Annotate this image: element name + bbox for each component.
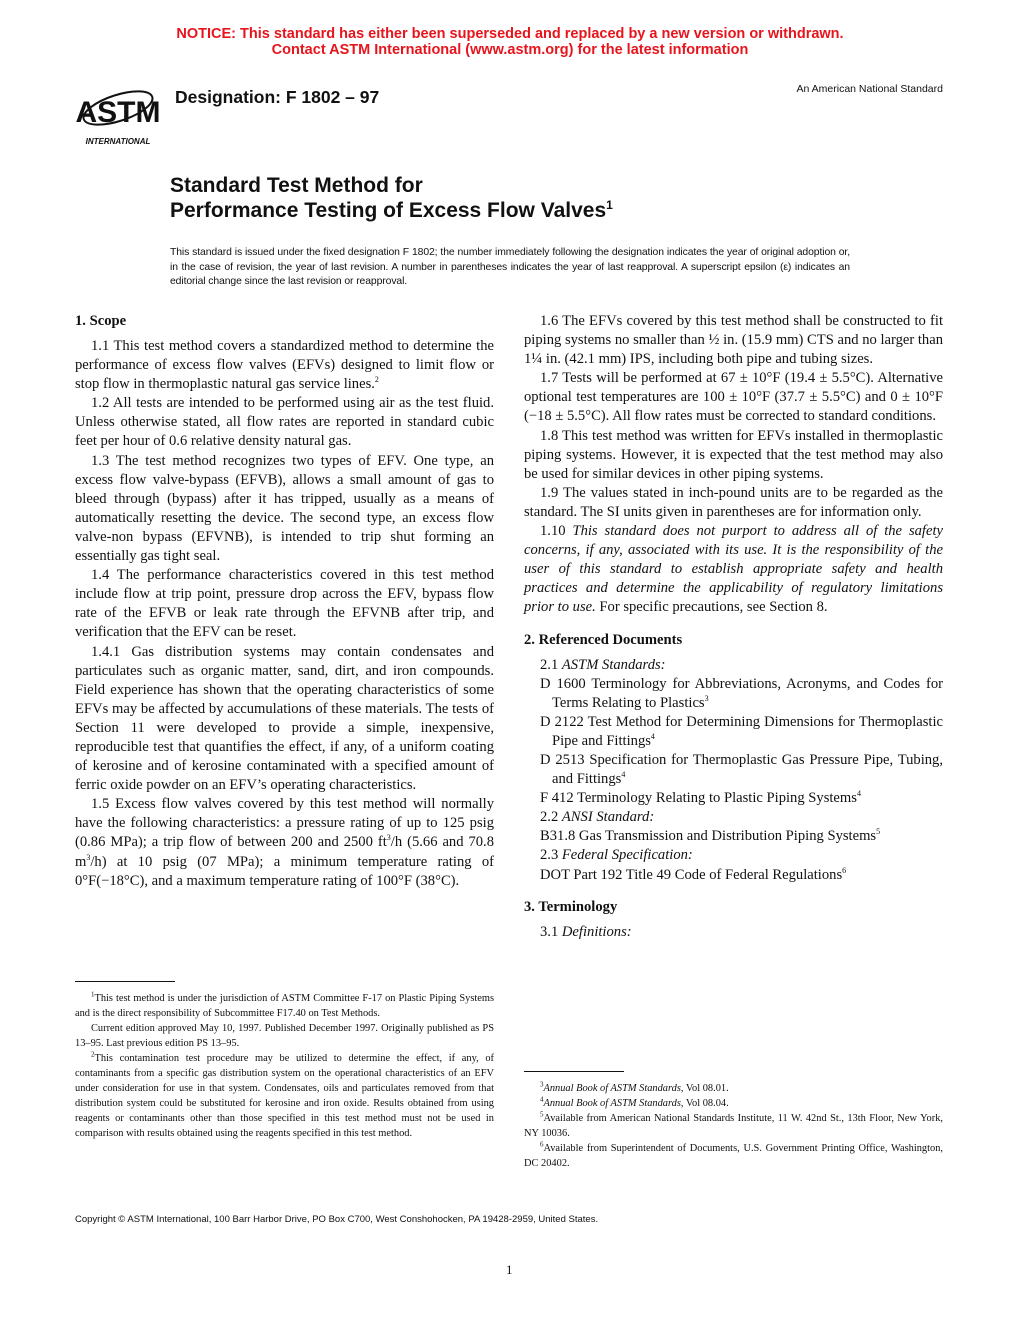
- text-run: , Vol 08.01.: [680, 1083, 729, 1094]
- paragraph: [75, 643, 494, 796]
- paragraph: [524, 484, 943, 522]
- footnote-divider: [524, 1071, 624, 1072]
- paragraph: [75, 566, 494, 642]
- paragraph: [524, 846, 943, 865]
- text-run: Annual Book of ASTM Standards: [543, 1098, 681, 1109]
- footnote-ref: 6: [540, 1140, 544, 1149]
- text-run: 2.2: [540, 809, 562, 826]
- text-run: For specific precautions, see Section 8.: [595, 599, 828, 616]
- text-run: 1.10: [540, 523, 573, 540]
- footnote-ref: 1: [91, 990, 95, 999]
- text-run: Available from Superintendent of Documents, U.S. Government Printing Office, Washington, DC 20402.: [524, 1143, 943, 1169]
- reference-item: [524, 675, 943, 713]
- footnote: [75, 1021, 494, 1051]
- section-heading: 3. Terminology: [524, 898, 618, 915]
- astm-logo-icon: [76, 78, 160, 146]
- text-run: D 2513 Specification for Thermoplastic Gas Pressure Pipe, Tubing, and Fittings: [540, 751, 943, 788]
- text-run: 1.4.1 Gas distribution systems may contain condensates and particulates such as organic matter, sand, dirt, and iron compounds. Field experience has shown that the operating characteristics of some EFVs may be affected by accumulations of these materials. The tests of Section 11 were developed to provide a simple, inexpensive, reproducible test that quantifies the effect, if any, of a uniform coating of kerosine and of kerosine contaminated with a specified amount of ferric oxide powder on an EFV’s operating characteristics.: [75, 643, 494, 794]
- paragraph: [524, 923, 943, 942]
- text-run: 1.9 The values stated in inch-pound units are to be regarded as the standard. The SI units given in parentheses are for information only.: [524, 484, 943, 520]
- footnote-ref: 2: [374, 375, 379, 385]
- paragraph: [75, 452, 494, 567]
- footnote-ref: 4: [650, 732, 655, 742]
- text-run: D 2122 Test Method for Determining Dimensions for Thermoplastic Pipe and Fittings: [540, 713, 943, 749]
- paragraph: [75, 795, 494, 890]
- footnote-ref: 3: [540, 1080, 544, 1089]
- text-run: 2.1: [540, 656, 562, 673]
- footnote-ref: 2: [91, 1050, 95, 1059]
- footnote: [75, 1051, 494, 1141]
- text-run: Federal Specification:: [561, 847, 693, 864]
- copyright-notice: Copyright © ASTM International, 100 Barr Harbor Drive, PO Box C700, West Conshohocken, PA 19428-2959, United States.: [75, 1214, 599, 1225]
- designation: Designation: F 1802 – 97: [175, 87, 380, 107]
- section-heading: 2. Referenced Documents: [524, 631, 683, 648]
- footnote-ref: 4: [540, 1095, 544, 1104]
- footnote-ref: 5: [876, 827, 881, 837]
- text-run: This contamination test procedure may be utilized to determine the effect, if any, of contaminants from a specific gas distribution system on the operational characteristics of an EFV under consideration for use in that system. Condensates, oils and particulates removed from that distribution system could be substituted for kerosine and iron oxide. Results obtained from using reagents or contaminants other than those specified in this test method must not be used in comparison with results obtained using the reagents specified in this test method.: [75, 1053, 494, 1139]
- reference-item: [524, 866, 943, 885]
- supersession-notice: [0, 26, 1020, 58]
- document-title: [170, 173, 613, 223]
- text-run: 2.3: [540, 847, 562, 864]
- notice-line-2: Contact ASTM International (www.astm.org) for the latest information: [271, 42, 749, 58]
- text-run: B31.8 Gas Transmission and Distribution Piping Systems: [540, 828, 877, 845]
- text-run: This test method is under the jurisdiction of ASTM Committee F-17 on Plastic Piping Systems and is the direct responsibility of Subcommittee F17.40 on Test Methods.: [75, 993, 494, 1019]
- footnote-ref: 5: [540, 1110, 544, 1119]
- text-run: Annual Book of ASTM Standards: [543, 1083, 681, 1094]
- text-run: 1.3 The test method recognizes two types of EFV. One type, an excess flow valve-bypass (EFVB), allows a small amount of gas to bleed through (bypass) after it has tripped, usually as a means of automatically resetting the device. The second type, an excess flow valve-non bypass (EFVNB), is intended to trip shut forming an essentially gas tight seal.: [75, 452, 494, 565]
- notice-line-1: NOTICE: This standard has either been superseded and replaced by a new version or withdrawn.: [176, 26, 844, 42]
- footnote-ref: 6: [842, 865, 847, 875]
- reference-item: [524, 751, 943, 789]
- paragraph: [75, 394, 494, 451]
- left-column: [75, 312, 494, 891]
- american-national-standard-label: An American National Standard: [796, 83, 943, 95]
- right-footnotes: [524, 1081, 943, 1171]
- text-run: DOT Part 192 Title 49 Code of Federal Regulations: [540, 866, 843, 883]
- footnote-ref: 3: [86, 852, 91, 862]
- text-run: Current edition approved May 10, 1997. Published December 1997. Originally published as PS 13–95. Last previous edition PS 13–95.: [75, 1023, 494, 1049]
- text-run: F 412 Terminology Relating to Plastic Piping Systems: [540, 790, 857, 807]
- footnote: [524, 1081, 943, 1096]
- text-run: Definitions:: [561, 923, 632, 940]
- footnote-ref: 4: [856, 789, 861, 799]
- text-run: ASTM Standards:: [561, 656, 666, 673]
- text-run: 1.8 This test method was written for EFVs installed in thermoplastic piping systems. However, it is expected that the test method may also be used for similar devices in other piping systems.: [524, 427, 943, 482]
- issuance-note: This standard is issued under the fixed designation F 1802; the number immediately following the designation indicates the year of original adoption or, in the case of revision, the year of last revision. A number in parentheses indicates the year of last reapproval. A superscript epsilon (ε) indicates an editorial change since the last revision or reapproval.: [170, 247, 850, 288]
- footnote-ref: 3: [386, 833, 391, 843]
- paragraph: [75, 337, 494, 394]
- paragraph: [524, 312, 943, 369]
- left-footnotes: [75, 991, 494, 1141]
- paragraph: [524, 522, 943, 617]
- svg-text:ASTM: ASTM: [76, 96, 160, 129]
- footnote-ref: 4: [621, 770, 626, 780]
- reference-item: [524, 789, 943, 808]
- footnote-divider: [75, 981, 175, 982]
- text-run: Available from American National Standards Institute, 11 W. 42nd St., 13th Floor, New York, NY 10036.: [524, 1113, 943, 1139]
- text-run: 1.5 Excess flow valves covered by this test method will normally have the following characteristics: a pressure rating of up to 125 psig (0.86 MPa); a trip flow of between 200 and 2500 ft: [75, 796, 494, 851]
- footnote: [75, 991, 494, 1021]
- text-run: /h (5.66 and 70.8 m: [75, 834, 495, 870]
- text-run: 1.7 Tests will be performed at 67 ± 10°F (19.4 ± 5.5°C). Alternative optional test temperatures are 100 ± 10°F (37.7 ± 5.5°C) and 0 ± 10°F (−18 ± 5.5°C). All flow rates must be corrected to standard conditions.: [524, 370, 943, 425]
- text-run: 1.4 The performance characteristics covered in this test method include flow at trip point, pressure drop across the EFV, bypass flow rate of the EFVB or leak rate through the EFVNB after trip, and verification that the EFV can be reset.: [75, 567, 494, 641]
- page-number: 1: [506, 1262, 513, 1277]
- footnote: [524, 1096, 943, 1111]
- title-footnote-mark: 1: [606, 198, 613, 212]
- text-run: This standard does not purport to address all of the safety concerns, if any, associated with its use. It is the responsibility of the user of this standard to establish appropriate safety and health practices and determine the applicability of regulatory limitations prior to use.: [524, 523, 943, 616]
- text-run: D 1600 Terminology for Abbreviations, Acronyms, and Codes for Terms Relating to Plastics: [540, 675, 943, 711]
- footnote-ref: 3: [704, 693, 709, 703]
- paragraph: [524, 808, 943, 827]
- text-run: , Vol 08.04.: [680, 1098, 729, 1109]
- reference-item: [524, 827, 943, 846]
- text-run: 3.1: [540, 923, 562, 940]
- footnote: [524, 1111, 943, 1141]
- title-line-1: Standard Test Method for: [170, 174, 423, 197]
- text-run: 1.6 The EFVs covered by this test method shall be constructed to fit piping systems no smaller than ½ in. (15.9 mm) CTS and no larger than 1¼ in. (42.1 mm) IPS, including both pipe and tubing sizes.: [524, 313, 943, 368]
- paragraph: [524, 427, 943, 484]
- reference-item: [524, 713, 943, 751]
- footnote: [524, 1141, 943, 1171]
- section-heading: 1. Scope: [75, 313, 127, 329]
- svg-text:INTERNATIONAL: INTERNATIONAL: [85, 137, 151, 146]
- title-line-2: Performance Testing of Excess Flow Valves: [170, 199, 607, 222]
- text-run: ANSI Standard:: [561, 809, 655, 826]
- text-run: 1.1 This test method covers a standardized method to determine the performance of excess flow valves (EFVs) designed to limit flow or stop flow in thermoplastic natural gas service lines.: [75, 338, 494, 393]
- text-run: /h) at 10 psig (07 MPa); a minimum temperature rating of 0°F(−18°C), and a maximum temperature rating of 100°F (38°C).: [75, 853, 494, 889]
- paragraph: [524, 656, 943, 675]
- paragraph: [524, 369, 943, 426]
- text-run: 1.2 All tests are intended to be performed using air as the test fluid. Unless otherwise stated, all flow rates are reported in standard cubic feet per hour of 0.6 relative density natural gas.: [75, 395, 494, 450]
- right-column: [524, 312, 943, 942]
